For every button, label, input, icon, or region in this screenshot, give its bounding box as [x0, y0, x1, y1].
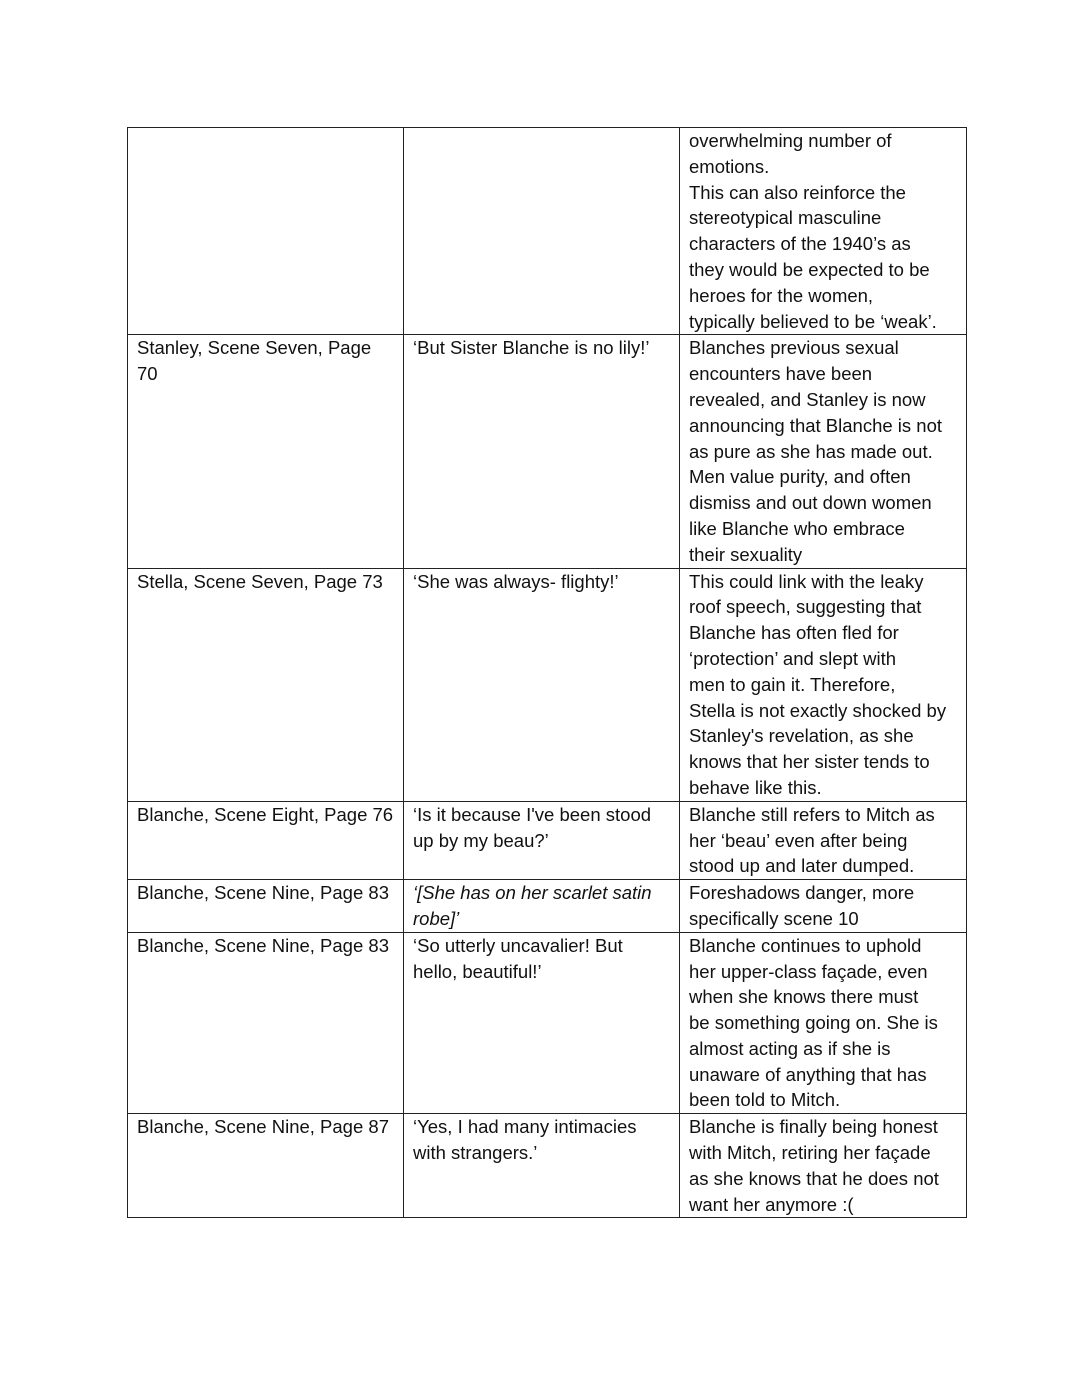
- speaker-text: Blanche, Scene Nine, Page 83: [137, 882, 389, 904]
- quote-cell: [404, 335, 680, 568]
- speaker-cell: [128, 335, 404, 568]
- quote-text: ‘Yes, I had many intimacies with strangers.’: [413, 1116, 637, 1164]
- speaker-text: Stanley, Scene Seven, Page 70: [137, 337, 372, 385]
- table-row: [128, 801, 967, 879]
- speaker-text: Blanche, Scene Nine, Page 83: [137, 934, 389, 956]
- analysis-cell: [680, 801, 967, 879]
- speaker-cell: [128, 801, 404, 879]
- quote-text: ‘She was always- flighty!’: [413, 570, 619, 592]
- quote-text: ‘But Sister Blanche is no lily!’: [413, 337, 650, 359]
- quote-cell: [404, 1114, 680, 1218]
- quote-analysis-table: [127, 127, 967, 1218]
- table-row: [128, 880, 967, 933]
- speaker-cell: [128, 1114, 404, 1218]
- analysis-text: Blanches previous sexual encounters have been revealed, and Stanley is now announcing that Blanche is not as pure as she has made out. Men value purity, and often dismiss and out down women like Blanche who embrace their sexuality: [689, 337, 943, 565]
- quote-text: ‘[She has on her scarlet satin robe]’: [413, 882, 652, 929]
- speaker-cell: [128, 128, 404, 335]
- analysis-cell: [680, 1114, 967, 1218]
- table-row: [128, 128, 967, 335]
- analysis-cell: [680, 335, 967, 568]
- table-row: [128, 335, 967, 568]
- quote-cell: [404, 880, 680, 933]
- analysis-text: Blanche continues to uphold her upper-class façade, even when she knows there must be something going on. She is almost acting as if she is unaware of anything that has been told to Mitch.: [689, 934, 938, 1111]
- speaker-text: Blanche, Scene Eight, Page 76: [137, 803, 394, 825]
- table-row: [128, 568, 967, 801]
- analysis-text: Blanche still refers to Mitch as her ‘beau’ even after being stood up and later dumped.: [689, 803, 935, 877]
- speaker-cell: [128, 880, 404, 933]
- quote-text: ‘So utterly uncavalier! But hello, beautiful!’: [413, 934, 623, 982]
- quote-cell: [404, 801, 680, 879]
- analysis-cell: [680, 128, 967, 335]
- analysis-text: overwhelming number of emotions. This can also reinforce the stereotypical masculine characters of the 1940’s as they would be expected to be heroes for the women, typically believed to be ‘weak’.: [689, 130, 937, 332]
- analysis-text: This could link with the leaky roof speech, suggesting that Blanche has often fled for ‘protection’ and slept with men to gain it. Therefore, Stella is not exactly shocked by Stanley's revelation, as she knows that her sister tends to behave like this.: [689, 570, 947, 798]
- analysis-cell: [680, 880, 967, 933]
- analysis-text: Foreshadows danger, more specifically scene 10: [689, 882, 915, 929]
- quote-text: ‘Is it because I've been stood up by my beau?’: [413, 803, 652, 851]
- speaker-cell: [128, 932, 404, 1114]
- speaker-text: Blanche, Scene Nine, Page 87: [137, 1116, 389, 1138]
- speaker-text: Stella, Scene Seven, Page 73: [137, 570, 383, 592]
- quote-cell: [404, 932, 680, 1114]
- analysis-cell: [680, 932, 967, 1114]
- table-row: [128, 932, 967, 1114]
- quote-cell: [404, 128, 680, 335]
- table-row: [128, 1114, 967, 1218]
- analysis-text: Blanche is finally being honest with Mitch, retiring her façade as she knows that he does not want her anymore :(: [689, 1116, 939, 1215]
- analysis-cell: [680, 568, 967, 801]
- quote-cell: [404, 568, 680, 801]
- speaker-cell: [128, 568, 404, 801]
